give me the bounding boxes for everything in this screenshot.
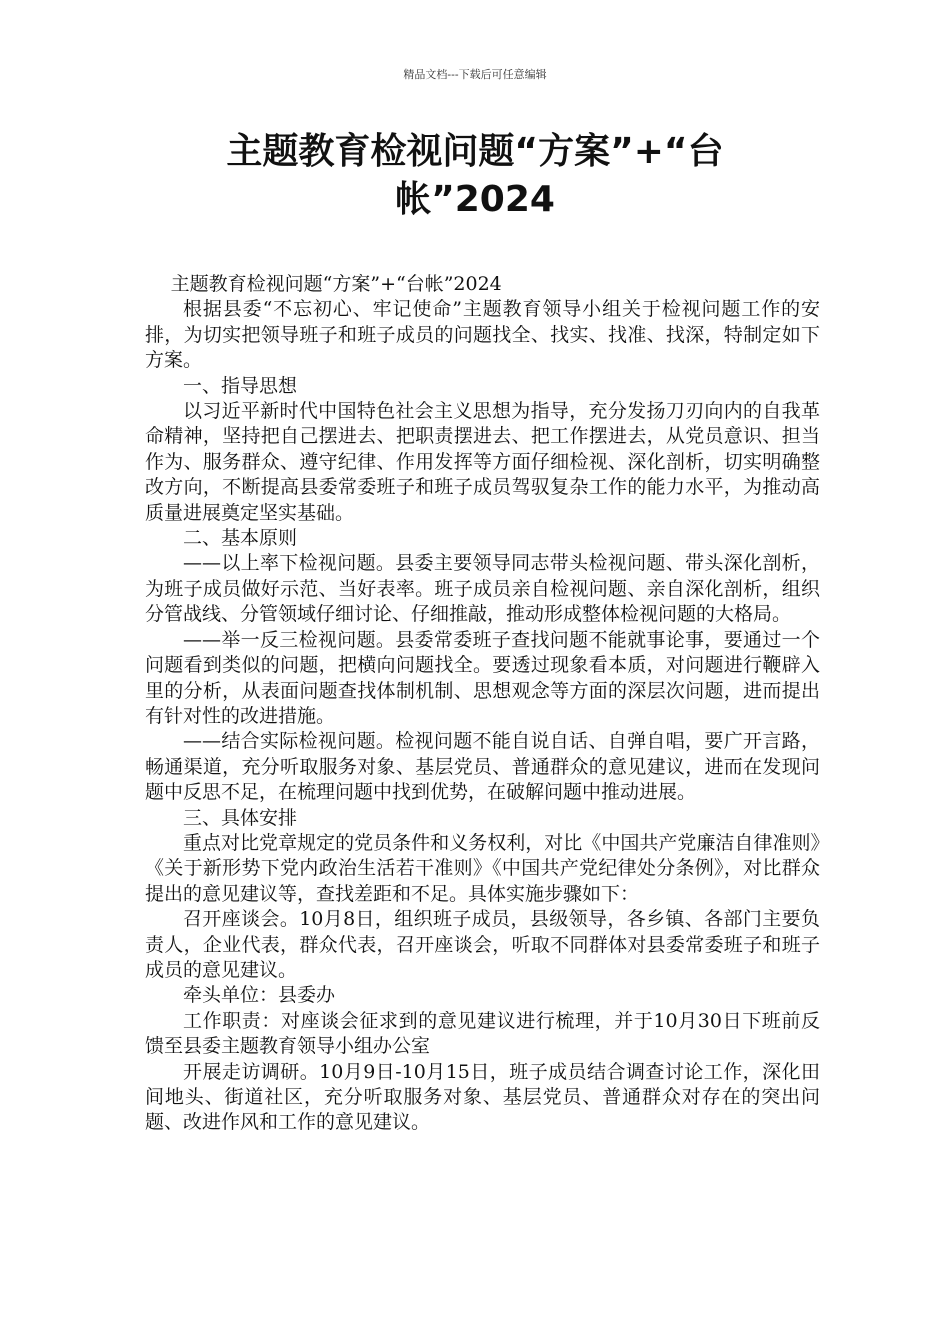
paragraph: ——以上率下检视问题。县委主要领导同志带头检视问题、带头深化剖析，为班子成员做好示范、当好表率。班子成员亲自检视问题、亲自深化剖析，组织分管战线、分管领域仔细讨论、仔细推敲，推动形成整体检视问题的大格局。: [145, 552, 820, 626]
section-heading: 二、基本原则: [183, 527, 298, 550]
paragraph: 牵头单位：县委办: [183, 984, 336, 1007]
paragraph: ——结合实际检视问题。检视问题不能自说自话、自弹自唱，要广开言路，畅通渠道，充分听取服务对象、基层党员、普通群众的意见建议，进而在发现问题中反思不足，在梳理问题中找到优势，在破解问题中推动进展。: [145, 730, 820, 804]
paragraph: ——举一反三检视问题。县委常委班子查找问题不能就事论事，要通过一个问题看到类似的问题，把横向问题找全。要透过现象看本质，对问题进行鞭辟入里的分析，从表面问题查找体制机制、思想观念等方面的深层次问题，进而提出有针对性的改进措施。: [145, 628, 820, 727]
paragraph: 重点对比党章规定的党员条件和义务权利，对比《中国共产党廉洁自律准则》《关于新形势下党内政治生活若干准则》《中国共产党纪律处分条例》，对比群众提出的意见建议等，查找差距和不足。具体实施步骤如下：: [145, 831, 820, 905]
section-heading: 三、具体安排: [183, 806, 298, 829]
paragraph: 以习近平新时代中国特色社会主义思想为指导，充分发扬刀刃向内的自我革命精神，坚持把自己摆进去、把职责摆进去、把工作摆进去，从党员意识、担当作为、服务群众、遵守纪律、作用发挥等方面仔细检视、深化剖析，切实明确整改方向，不断提高县委常委班子和班子成员驾驭复杂工作的能力水平，为推动高质量进展奠定坚实基础。: [145, 400, 820, 524]
paragraph: 开展走访调研。10月9日-10月15日，班子成员结合调查讨论工作，深化田间地头、街道社区，充分听取服务对象、基层党员、普通群众对存在的突出问题、改进作风和工作的意见建议。: [145, 1060, 820, 1134]
paragraph-subtitle: 主题教育检视问题“方案”+“台帐”2024: [170, 273, 502, 295]
document-body: [145, 272, 820, 1136]
header-note: 精品文档---下载后可任意编辑: [403, 68, 547, 81]
section-heading: 一、指导思想: [183, 374, 298, 397]
document-title: 主题教育检视问题“方案”+“台帐”2024: [226, 131, 724, 220]
paragraph: 根据县委“不忘初心、牢记使命”主题教育领导小组关于检视问题工作的安排，为切实把领导班子和班子成员的问题找全、找实、找准、找深，特制定如下方案。: [145, 298, 820, 372]
paragraph: 召开座谈会。10月8日，组织班子成员，县级领导，各乡镇、各部门主要负责人，企业代表，群众代表，召开座谈会，听取不同群体对县委常委班子和班子成员的意见建议。: [145, 908, 820, 981]
paragraph: 工作职责：对座谈会征求到的意见建议进行梳理，并于10月30日下班前反馈至县委主题教育领导小组办公室: [145, 1009, 820, 1058]
